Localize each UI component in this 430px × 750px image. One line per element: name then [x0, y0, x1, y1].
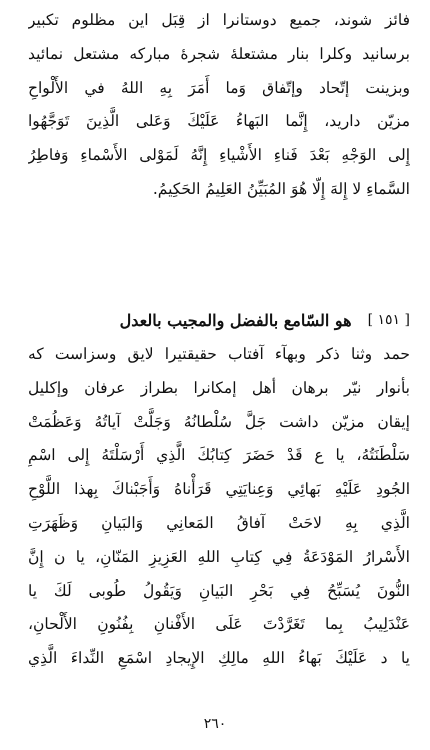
- text-line: مزيّن داريد، إِنَّما البَهاءُ عَلَيْكَ وَعَلى الَّذِينَ تَوَجَّهُوا: [28, 112, 410, 131]
- text-line: برسانيد وكلرا بنار مشتعلهٔ شجرهٔ مباركه مشتعل نمائيد: [28, 44, 410, 63]
- paragraph-2: [28, 338, 410, 676]
- text-line: حمد وثنا ذكر وبهآء آفتاب حقيقتيرا لايق وسزاست كه: [28, 345, 410, 363]
- section-number: [ ١٥١ ]: [367, 312, 410, 328]
- text-line: النُّونَ يُسَبِّحُ فِي بَحْرِ البَيانِ وَيَقُولُ طُوبى لَكَ يا: [28, 581, 410, 600]
- text-line: إِلى الوَجْهِ بَعْدَ فَناءِ الأَشْياءِ إِنَّهُ لَمَوْلى الأَسْماءِ وَفاطِرُ: [28, 146, 410, 165]
- text-line: السَّماءِ لا إِلهَ إِلّا هُوَ المُبَيِّنُ العَلِيمُ الحَكِيمُ.: [152, 179, 410, 198]
- text-line: عَنْدَلِيبُ بِما تَغَرَّدْتَ عَلَى الأَفْنانِ بِفُنُونِ الأَلْحانِ،: [28, 615, 410, 634]
- section-heading: [28, 302, 410, 338]
- text-line: سَلْطَنَتُهُ، يا ع قَدْ حَضَرَ كِتابُكَ الَّذِي أَرْسَلْتَهُ إِلى اسْمِ: [28, 446, 410, 465]
- text-line: الَّذِي بِهِ لاحَتْ آفاقُ المَعانِي وَالبَيانِ وَظَهَرَتِ: [28, 513, 410, 532]
- text-line: الجُودِ عَلَيْهِ بَهائِي وَعِنايَتِي قَرَأْناهُ وَأَجَبْناكَ بِهذا اللَّوْحِ: [28, 480, 410, 499]
- page-number: ٢٦٠: [203, 716, 227, 732]
- paragraph-1: [28, 4, 410, 207]
- text-line: بأنوار نيّر برهان أهل إمكانرا بطراز عرفان وإكليل: [28, 378, 410, 397]
- text-line: وبزينت إتّحاد وإتّفاق وَما أَمَرَ بِهِ اللهُ في الأَلْواحِ: [28, 78, 410, 97]
- text-line: فائز شوند، جميع دوستانرا از قِبَل اين مظلوم تكبير: [28, 11, 410, 29]
- text-line: يا د عَلَيْكَ بَهاءُ اللهِ مالِكِ الإِيجادِ اسْمَعِ النِّداءَ الَّذِي: [28, 649, 410, 668]
- text-line: إيقان مزيّن داشت جَلَّ سُلْطانُهُ وَجَلَّتْ آياتُهُ وَعَظُمَتْ: [28, 412, 410, 431]
- section-title: هو السّامع بالفضل والمجيب بالعدل: [119, 310, 352, 330]
- text-line: الأَسْرارُ المَوْدَعَةُ فِي كِتابِ اللهِ العَزِيزِ المَنّانِ، يا ن إِنَّ: [28, 547, 410, 566]
